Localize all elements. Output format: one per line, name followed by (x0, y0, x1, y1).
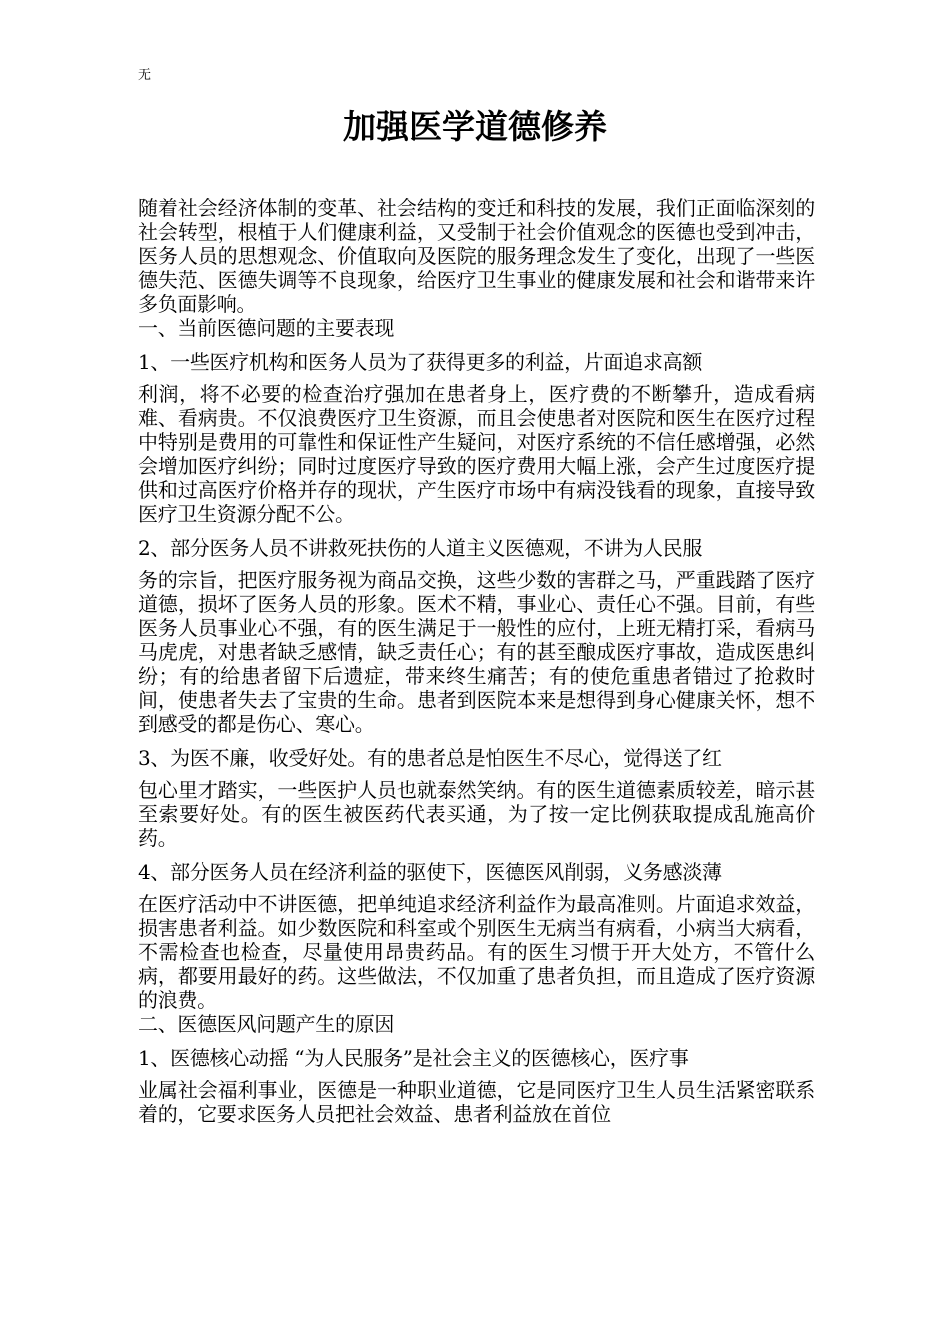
item-paragraph: 利润，将不必要的检查治疗强加在患者身上，医疗费的不断攀升，造成看病难、看病贵。不仅浪费医疗卫生资源，而且会使患者对医院和医生在医疗过程中特别是费用的可靠性和保证性产生疑问，对医疗系统的不信任感增强，必然会增加医疗纠纷；同时过度医疗导致的医疗费用大幅上涨，会产生过度医疗提供和过高医疗价格并存的现状，产生医疗市场中有病没钱看的现象，直接导致医疗卫生资源分配不公。 (138, 382, 815, 526)
item-paragraph: 业属社会福利事业，医德是一种职业道德，它是同医疗卫生人员生活紧密联系着的，它要求医务人员把社会效益、患者利益放在首位 (138, 1078, 815, 1126)
document-body (138, 196, 815, 1126)
item-lead-line: 1、一些医疗机构和医务人员为了获得更多的利益，片面追求高额 (138, 350, 703, 374)
section-heading-2: 二、医德医风问题产生的原因 (138, 1012, 395, 1036)
document-title: 加强医学道德修养 (343, 107, 607, 146)
section-heading-1: 一、当前医德问题的主要表现 (138, 316, 395, 340)
item-lead-line: 4、部分医务人员在经济利益的驱使下，医德医风削弱，义务感淡薄 (138, 860, 722, 884)
page-header: 无 (138, 68, 152, 83)
item-paragraph: 包心里才踏实，一些医护人员也就泰然笑纳。有的医生道德素质较差，暗示甚至索要好处。有的医生被医药代表买通，为了按一定比例获取提成乱施高价药。 (138, 778, 815, 850)
item-paragraph: 务的宗旨，把医疗服务视为商品交换，这些少数的害群之马，严重践踏了医疗道德，损坏了医务人员的形象。医术不精，事业心、责任心不强。目前，有些医务人员事业心不强，有的医生满足于一般性的应付，上班无精打采，看病马马虎虎，对患者缺乏感情，缺乏责任心；有的甚至酿成医疗事故，造成医患纠纷；有的给患者留下后遗症，带来终生痛苦；有的使危重患者错过了抢救时间，使患者失去了宝贵的生命。患者到医院本来是想得到身心健康关怀，想不到感受的都是伤心、寒心。 (138, 568, 815, 736)
item-lead-line: 3、为医不廉，收受好处。有的患者总是怕医生不尽心，觉得送了红 (138, 746, 722, 770)
intro-paragraph: 随着社会经济体制的变革、社会结构的变迁和科技的发展，我们正面临深刻的社会转型，根植于人们健康利益，又受制于社会价值观念的医德也受到冲击，医务人员的思想观念、价值取向及医院的服务理念发生了变化，出现了一些医德失范、医德失调等不良现象，给医疗卫生事业的健康发展和社会和谐带来许多负面影响。 (138, 196, 815, 316)
item-paragraph: 在医疗活动中不讲医德，把单纯追求经济利益作为最高准则。片面追求效益，损害患者利益。如少数医院和科室或个别医生无病当有病看，小病当大病看，不需检查也检查，尽量使用昂贵药品。有的医生习惯于开大处方，不管什么病，都要用最好的药。这些做法，不仅加重了患者负担，而且造成了医疗资源的浪费。 (138, 892, 815, 1012)
item-lead-line: 2、部分医务人员不讲救死扶伤的人道主义医德观，不讲为人民服 (138, 536, 703, 560)
item-lead-line: 1、医德核心动摇 “为人民服务”是社会主义的医德核心，医疗事 (138, 1046, 689, 1070)
